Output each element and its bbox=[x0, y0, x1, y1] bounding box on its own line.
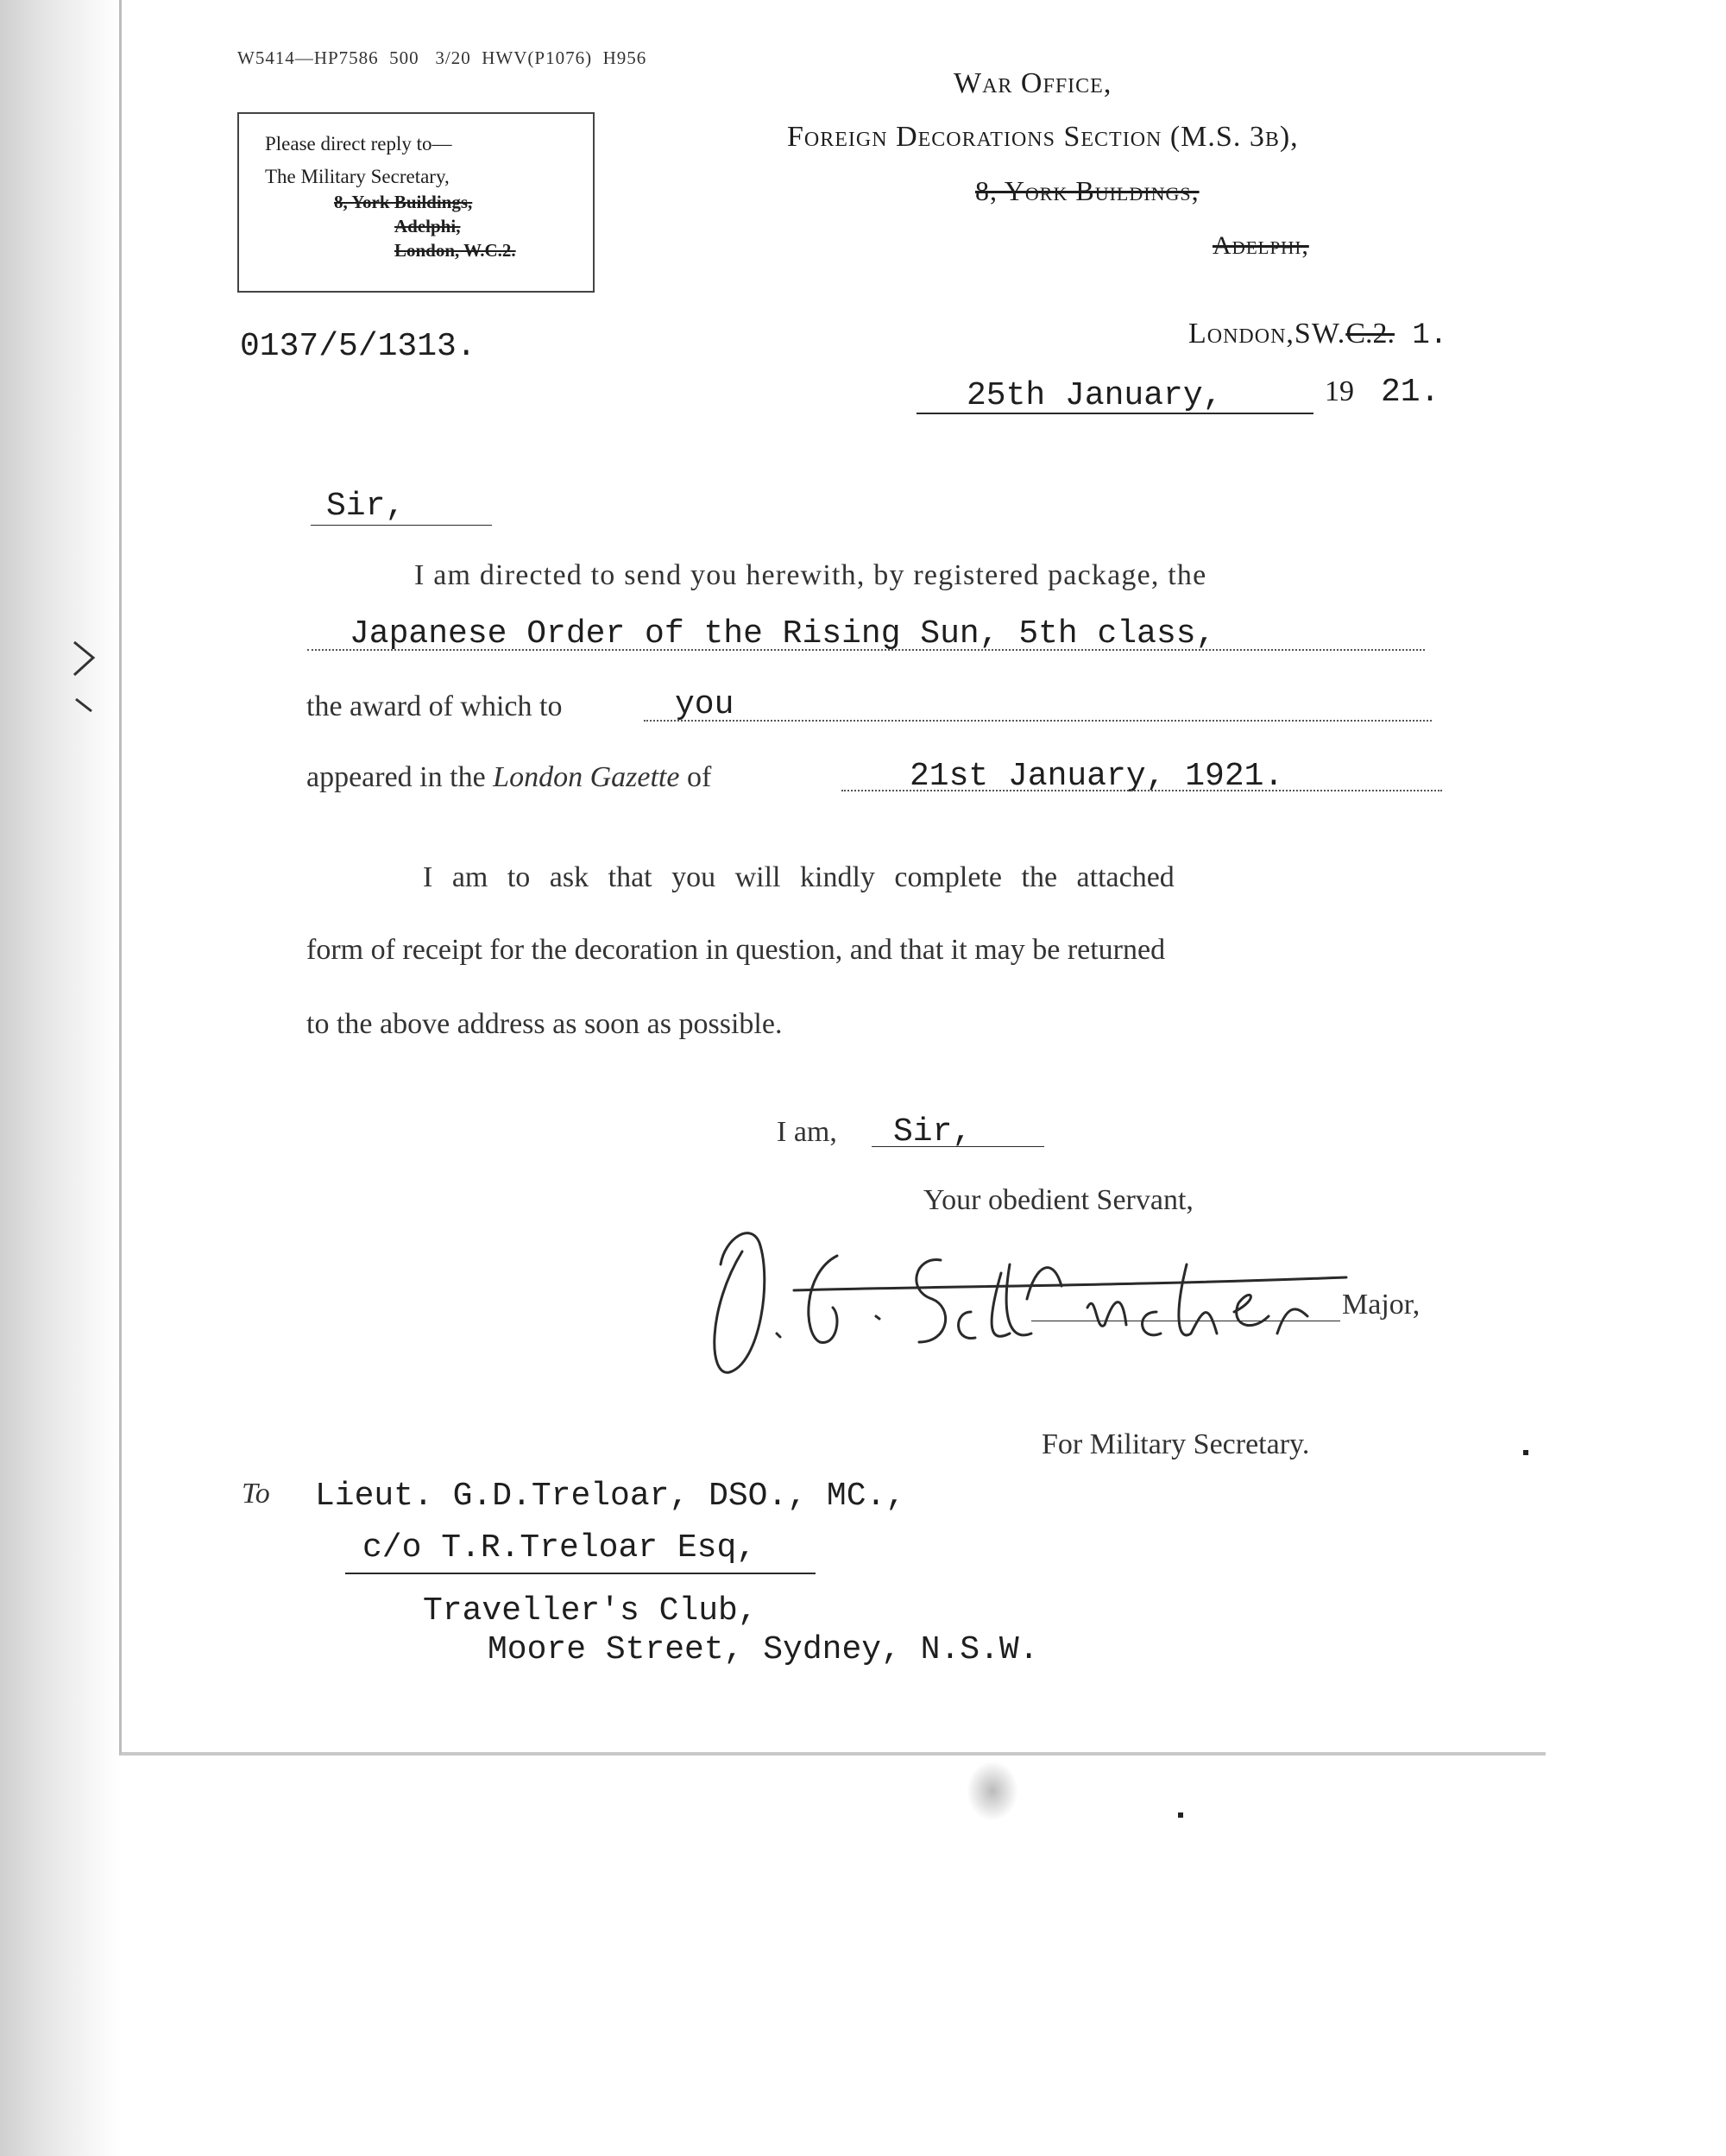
address-to-label: To bbox=[242, 1478, 270, 1510]
award-recipient: you bbox=[675, 686, 734, 723]
office-district: Adelphi, bbox=[1213, 231, 1309, 260]
scan-smudge bbox=[967, 1761, 1018, 1821]
closing-sir-rule bbox=[872, 1146, 1044, 1147]
address-line3: Traveller's Club, bbox=[423, 1592, 758, 1630]
address-line4: Moore Street, Sydney, N.S.W. bbox=[488, 1631, 1039, 1668]
letter-year-printed: 19 bbox=[1325, 375, 1354, 407]
address-line1: Lieut. G.D.Treloar, DSO., MC., bbox=[315, 1478, 906, 1515]
gazette-rule bbox=[841, 790, 1442, 791]
reply-box-line1: Please direct reply to— bbox=[265, 133, 452, 154]
gazette-line bbox=[306, 761, 711, 794]
body-intro: I am directed to send you herewith, by registered package, the bbox=[414, 559, 1207, 591]
scan-speck bbox=[1178, 1812, 1183, 1818]
for-military-secretary: For Military Secretary. bbox=[1042, 1428, 1310, 1460]
signatory-rank: Major, bbox=[1342, 1289, 1420, 1321]
award-prefix: the award of which to bbox=[306, 690, 563, 722]
office-city bbox=[1174, 285, 1447, 352]
gazette-name: London Gazette bbox=[493, 761, 680, 793]
gazette-prefix: appeared in the bbox=[306, 761, 486, 793]
gazette-of: of bbox=[686, 761, 712, 793]
letter-date: 25th January, bbox=[967, 377, 1223, 414]
office-city-struck: C.2. bbox=[1345, 318, 1395, 350]
form-print-code: W5414—HP7586 500 3/20 HWV(P1076) H956 bbox=[237, 47, 647, 68]
signature bbox=[690, 1204, 1381, 1403]
margin-mark bbox=[71, 639, 97, 716]
closing-sir: Sir, bbox=[893, 1113, 973, 1150]
address-rule bbox=[345, 1573, 816, 1574]
salutation: Sir, bbox=[326, 488, 406, 525]
decoration-rule bbox=[307, 649, 1425, 651]
office-street: 8, York Buildings, bbox=[975, 175, 1200, 206]
award-rule bbox=[644, 720, 1432, 722]
reply-box-line5: London, W.C.2. bbox=[394, 240, 516, 261]
letter-year-typed: 21. bbox=[1381, 374, 1440, 411]
office-city-suffix: 1. bbox=[1395, 319, 1448, 352]
reply-direction-box bbox=[237, 112, 595, 293]
gazette-date: 21st January, 1921. bbox=[910, 758, 1284, 795]
para2-line1: I am to ask that you will kindly complete the attached bbox=[423, 861, 1175, 893]
scan-edge-shadow bbox=[0, 0, 121, 2156]
reply-box-line4: Adelphi, bbox=[394, 216, 461, 236]
office-city-prefix: London,SW. bbox=[1188, 318, 1346, 350]
reply-box-line2: The Military Secretary, bbox=[265, 166, 450, 187]
closing-i-am: I am, bbox=[777, 1116, 837, 1148]
para2-line2: form of receipt for the decoration in question, and that it may be returned bbox=[306, 934, 1166, 966]
salutation-rule bbox=[311, 525, 492, 526]
office-section: Foreign Decorations Section (M.S. 3b), bbox=[787, 121, 1299, 153]
reference-number: 0137/5/1313. bbox=[240, 328, 476, 365]
office-name: War Office, bbox=[954, 67, 1112, 99]
decoration-name: Japanese Order of the Rising Sun, 5th class, bbox=[350, 615, 1216, 652]
reply-box-line3: 8, York Buildings, bbox=[334, 192, 473, 212]
closing-servant: Your obedient Servant, bbox=[923, 1184, 1194, 1216]
scan-speck bbox=[1523, 1450, 1528, 1455]
para2-line3: to the above address as soon as possible. bbox=[306, 1008, 783, 1040]
address-line2: c/o T.R.Treloar Esq, bbox=[362, 1529, 757, 1567]
date-rule bbox=[917, 413, 1313, 414]
